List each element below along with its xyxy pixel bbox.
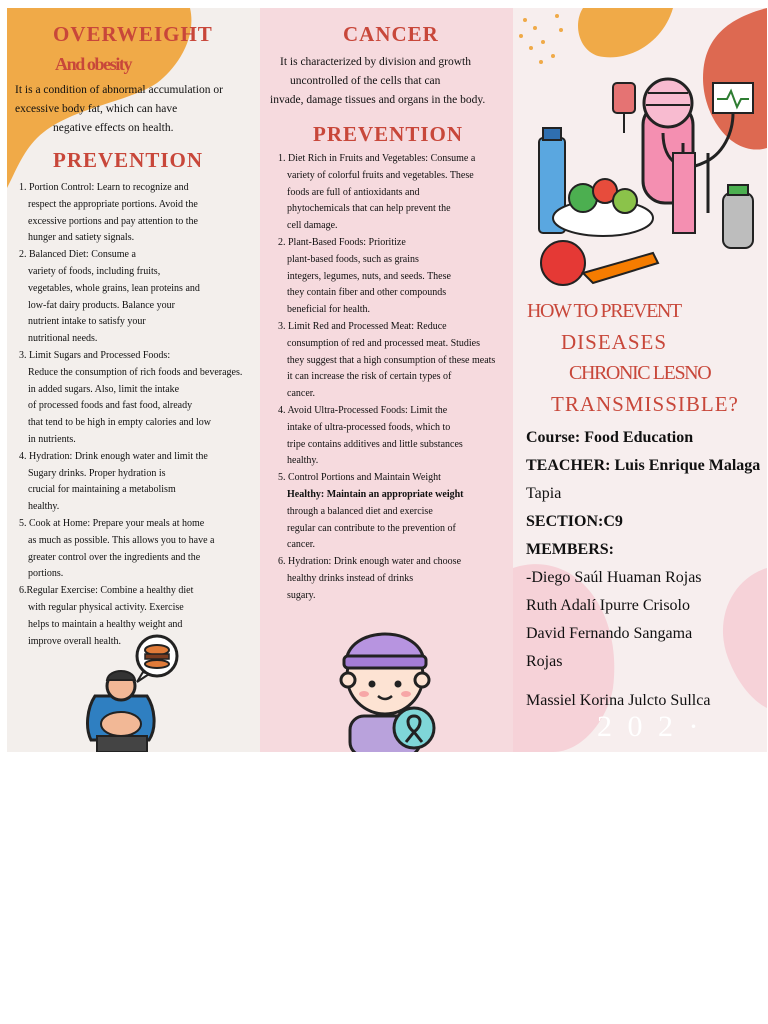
item-line: 6.Regular Exercise: Combine a healthy diet: [19, 585, 194, 597]
item-line: in nutrients.: [28, 433, 76, 445]
item-line: improve overall health.: [28, 635, 122, 647]
item-line: excessive portions and pay attention to the: [28, 215, 198, 227]
cancer-prevention-heading: PREVENTION: [313, 122, 464, 146]
item-line: beneficial for health.: [287, 304, 371, 316]
member-name: -Diego Saúl Huaman Rojas: [526, 569, 702, 586]
item-line: 1. Portion Control: Learn to recognize and: [19, 182, 189, 193]
intro-line: It is a condition of abnormal accumulation or: [15, 84, 223, 96]
item-line: nutritional needs.: [28, 333, 98, 345]
item-line: vegetables, whole grains, lean proteins and: [28, 282, 200, 294]
cancer-child-illustration: [328, 604, 448, 752]
year-fragment: 2 0 2 ·: [597, 710, 703, 743]
item-line: it can increase the risk of certain types of: [287, 371, 452, 383]
item-line: Reduce the consumption of rich foods and beverages.: [28, 366, 243, 378]
teacher-label: TEACHER:: [526, 457, 611, 474]
overweight-prevention-list: [19, 180, 259, 650]
list-item: [278, 235, 513, 319]
cancer-panel: [260, 8, 513, 752]
course-label: Course:: [526, 429, 581, 446]
teacher-line: [526, 452, 766, 480]
item-line: cell damage.: [287, 220, 338, 232]
item-line: helps to maintain a healthy weight and: [28, 618, 183, 630]
item-line: respect the appropriate portions. Avoid the: [28, 198, 198, 210]
item-line: healthy.: [28, 501, 60, 513]
item-line: hunger and satiety signals.: [28, 232, 135, 244]
intro-line: It is characterized by division and growth: [280, 56, 471, 68]
item-line: 3. Limit Sugars and Processed Foods:: [19, 349, 171, 361]
list-item: [278, 470, 513, 554]
list-item: [19, 516, 259, 583]
course-value: Food Education: [584, 429, 694, 446]
teacher-value-cont: Tapia: [526, 485, 562, 502]
item-line: 3. Limit Red and Processed Meat: Reduce: [278, 320, 447, 332]
overweight-person-illustration: [77, 628, 187, 752]
course-line: [526, 424, 766, 452]
item-line: 6. Hydration: Drink enough water and choose: [278, 556, 462, 568]
item-line: consumption of red and processed meat. Studies: [287, 337, 481, 349]
item-line: 2. Plant-Based Foods: Prioritize: [278, 236, 406, 248]
item-line: 5. Cook at Home: Prepare your meals at home: [19, 517, 205, 529]
list-item: [19, 449, 259, 516]
item-line: variety of foods, including fruits,: [28, 265, 161, 277]
overweight-panel: [7, 8, 260, 752]
members-label: MEMBERS:: [526, 541, 614, 558]
cancer-prevention-list: [278, 151, 513, 605]
item-line: that tend to be high in empty calories and low: [28, 417, 212, 429]
cover-title-line-1: HOW TO PREVENT: [527, 300, 681, 322]
item-line: Sugary drinks. Proper hydration is: [28, 467, 166, 479]
cover-panel: [513, 8, 767, 752]
member-name: David Fernando Sangama: [526, 625, 693, 642]
cover-title-line-2: DISEASES: [561, 330, 668, 354]
item-line: 4. Hydration: Drink enough water and limit the: [19, 450, 208, 462]
member-name: Rojas: [526, 653, 563, 670]
item-line: regular can contribute to the prevention of: [287, 522, 456, 534]
item-line: as much as possible. This allows you to have a: [28, 534, 215, 546]
cover-title-line-4: TRANSMISSIBLE?: [551, 392, 739, 416]
trifold-brochure: [7, 8, 767, 752]
item-line: Healthy: Maintain an appropriate weight: [287, 488, 464, 500]
cover-title-line-3: CHRONIC LESNO: [569, 362, 711, 384]
item-line: portions.: [28, 568, 64, 580]
item-line: intake of ultra-processed foods, which to: [287, 421, 451, 433]
item-line: cancer.: [287, 388, 316, 400]
item-line: sugary.: [287, 589, 316, 601]
item-line: they suggest that a high consumption of these meats: [287, 354, 496, 366]
item-line: 2. Balanced Diet: Consume a: [19, 249, 136, 261]
item-line: variety of colorful fruits and vegetables. These: [287, 169, 474, 181]
list-item: [19, 180, 259, 247]
item-line: with regular physical activity. Exercise: [28, 601, 184, 613]
cancer-intro: [270, 53, 513, 110]
list-item: [278, 403, 513, 470]
member-name-last: Massiel Korina Julcto Sullca: [526, 692, 711, 709]
item-line: phytochemicals that can help prevent the: [287, 203, 451, 215]
intro-line: excessive body fat, which can have: [15, 103, 178, 115]
item-line: nutrient intake to satisfy your: [28, 316, 146, 328]
list-item: [278, 319, 513, 403]
item-line: crucial for maintaining a metabolism: [28, 484, 176, 496]
list-item: [278, 554, 513, 604]
course-info: [526, 424, 766, 676]
item-line: 1. Diet Rich in Fruits and Vegetables: Consume a: [278, 153, 476, 164]
item-line: plant-based foods, such as grains: [287, 253, 419, 265]
teacher-value: Luis Enrique Malaga: [614, 457, 761, 474]
item-line: of processed foods and fast food, already: [28, 400, 193, 412]
item-line: greater control over the ingredients and the: [28, 551, 201, 563]
item-line: through a balanced diet and exercise: [287, 505, 433, 517]
item-line: low-fat dairy products. Balance your: [28, 299, 175, 311]
intro-line: uncontrolled of the cells that can: [290, 75, 441, 87]
intro-line: invade, damage tissues and organs in the body.: [270, 94, 486, 106]
item-line: they contain fiber and other compounds: [287, 287, 447, 299]
overweight-title: OVERWEIGHT: [53, 22, 213, 46]
member-name: Ruth Adalí Ipurre Crisolo: [526, 597, 690, 614]
list-item: [19, 247, 259, 348]
item-line: cancer.: [287, 539, 316, 551]
item-line: foods are full of antioxidants and: [287, 186, 420, 198]
item-line: tripe contains additives and little substances: [287, 438, 463, 450]
item-line: healthy drinks instead of drinks: [287, 572, 414, 584]
cancer-title: CANCER: [343, 22, 439, 46]
overweight-intro: [15, 81, 260, 138]
item-line: healthy.: [287, 455, 319, 467]
health-food-illustration: [533, 63, 767, 288]
item-line: 4. Avoid Ultra-Processed Foods: Limit the: [278, 404, 448, 416]
overweight-subtitle: And obesity: [55, 54, 132, 74]
item-line: 5. Control Portions and Maintain Weight: [278, 472, 441, 484]
intro-line: negative effects on health.: [53, 122, 174, 134]
item-line: integers, legumes, nuts, and seeds. These: [287, 270, 451, 282]
overweight-prevention-heading: PREVENTION: [53, 148, 204, 172]
section-line: SECTION:C9: [526, 513, 623, 530]
item-line: in added sugars. Also, limit the intake: [28, 383, 180, 395]
list-item: [278, 151, 513, 235]
list-item: [19, 348, 259, 449]
